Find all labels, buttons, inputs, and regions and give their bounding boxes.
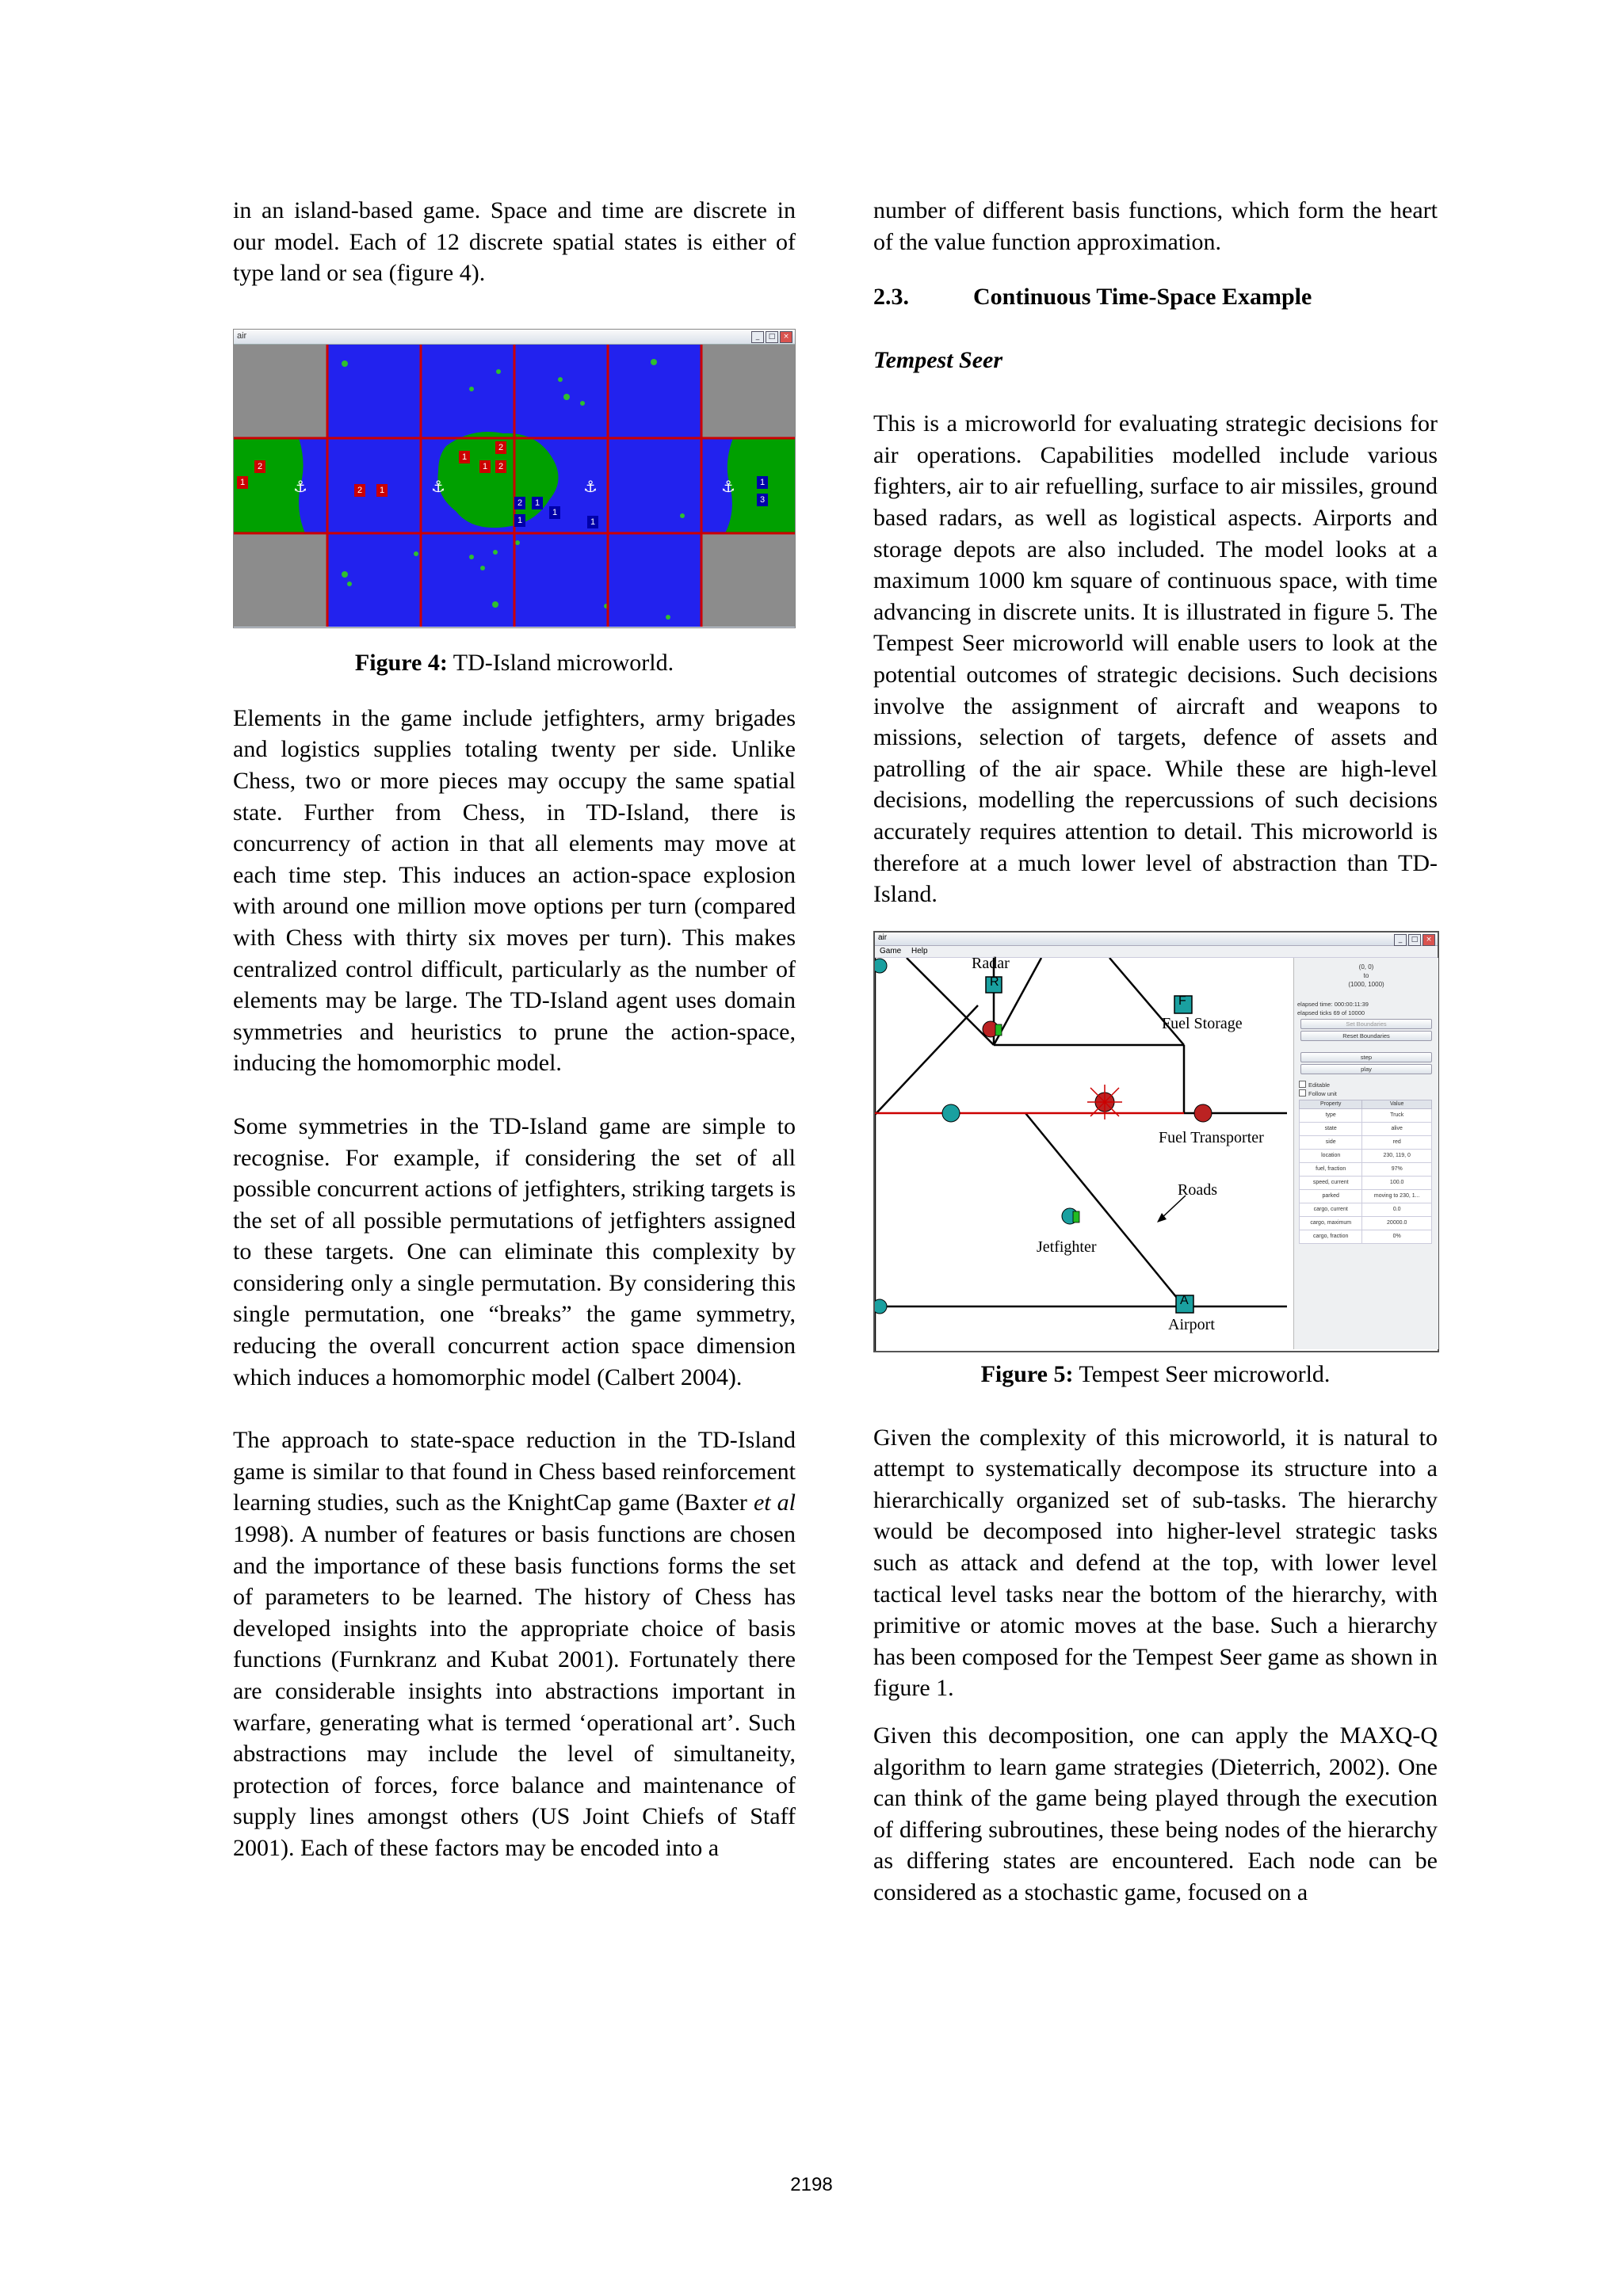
column-header-property: Property	[1300, 1100, 1362, 1108]
blue-unit: 3	[757, 494, 768, 506]
anchor-icon: ⚓	[721, 476, 735, 496]
value-cell: 0.0	[1362, 1203, 1432, 1216]
figure-5-map	[875, 954, 1287, 1351]
red-unit: 1	[459, 451, 470, 463]
table-row	[1300, 1149, 1432, 1162]
property-cell: state	[1300, 1122, 1362, 1135]
menu-help: Help	[911, 946, 928, 955]
figure-5-caption-label: Figure 5:	[980, 1360, 1074, 1387]
editable-checkbox-label: Editable	[1308, 1081, 1331, 1089]
red-unit: 2	[495, 460, 506, 473]
figure-5-tempest-seer-screenshot	[873, 931, 1439, 1352]
anchor-icon: ⚓	[431, 476, 445, 496]
table-row	[1300, 1122, 1432, 1135]
right-column	[873, 195, 1438, 1909]
figure-4-caption-label: Figure 4:	[354, 649, 448, 676]
minimize-icon: _	[1394, 934, 1407, 946]
table-row	[1300, 1108, 1432, 1122]
value-cell: 230, 119, 0	[1362, 1149, 1432, 1162]
red-unit: 2	[254, 460, 265, 473]
anchor-icon: ⚓	[583, 476, 598, 496]
left-paragraph-4-emphasis: et al	[753, 1489, 796, 1516]
right-paragraph-4: Given this decomposition, one can apply the MAXQ-Q algorithm to learn game strategies (Dieterrich, 2002). One can think of the game being played through the execution of differing subroutines, these being nodes of the hierarchy as differing states are encountered. Each node can be considered as a stochastic game, focused on a	[873, 1722, 1438, 1905]
value-cell: red	[1362, 1135, 1432, 1149]
section-number: 2.3.	[873, 284, 909, 311]
column-header-value: Value	[1362, 1100, 1432, 1108]
figure-5-caption	[873, 1359, 1438, 1390]
table-row	[1300, 1230, 1432, 1243]
panel-coord-min: (0, 0)	[1358, 963, 1374, 971]
jetfighter-label: Jetfighter	[1037, 1238, 1097, 1256]
blue-unit: 2	[514, 497, 525, 509]
figure-5-titlebar	[875, 933, 1438, 946]
set-boundaries-button: Set Boundaries	[1300, 1019, 1432, 1029]
figure-5-window-title: air	[878, 933, 888, 942]
unit-properties-table	[1299, 1100, 1432, 1244]
maximize-icon: □	[1408, 934, 1421, 946]
figure-5-control-panel	[1293, 958, 1438, 1349]
figure-5-caption-text: Tempest Seer microworld.	[1073, 1360, 1331, 1387]
table-row	[1300, 1176, 1432, 1189]
left-paragraph-4	[233, 1425, 796, 1863]
table-row	[1300, 1216, 1432, 1230]
figure-4-window-title: air	[237, 330, 247, 341]
property-cell: type	[1300, 1108, 1362, 1122]
table-row	[1300, 1162, 1432, 1176]
subsection-heading: Tempest Seer	[873, 347, 1003, 374]
step-button: step	[1300, 1052, 1432, 1062]
menu-game: Game	[880, 946, 902, 955]
left-paragraph-1: in an island-based game. Space and time are discrete in our model. Each of 12 discrete spatial states is either of type land or sea (figure 4).	[233, 197, 796, 287]
close-icon: ×	[780, 331, 792, 343]
radar-code: R	[990, 974, 999, 989]
left-paragraph-3: Some symmetries in the TD-Island game are simple to recognise. For example, if considering the set of all possible concurrent actions of jetfighters, striking targets is the set of all possible permutations of jetfighters assigned to these targets. One can eliminate this complexity by considering only a single permutation. By considering this single permutation, one “breaks” the game symmetry, reducing the overall concurrent action space dimension which induces a homomorphic model (Calbert 2004).	[233, 1112, 796, 1390]
blue-unit: 1	[549, 506, 560, 519]
property-cell: parked	[1300, 1189, 1362, 1203]
page-number: 2198	[790, 2174, 833, 2195]
table-row	[1300, 1135, 1432, 1149]
figure-4-caption-text: TD-Island microworld.	[447, 649, 674, 676]
maximize-icon: □	[766, 331, 778, 343]
close-icon: ×	[1423, 934, 1435, 946]
panel-elapsed-ticks: elapsed ticks 69 of 10000	[1297, 1009, 1365, 1016]
blue-unit: 1	[532, 497, 543, 509]
panel-coord-max: (1000, 1000)	[1348, 980, 1384, 988]
value-cell: 97%	[1362, 1162, 1432, 1176]
property-cell: cargo, fraction	[1300, 1230, 1362, 1243]
value-cell: 0%	[1362, 1230, 1432, 1243]
property-cell: cargo, current	[1300, 1203, 1362, 1216]
roads-label: Roads	[1178, 1180, 1217, 1199]
minimize-icon: _	[751, 331, 764, 343]
property-cell: side	[1300, 1135, 1362, 1149]
fuel-transporter-label: Fuel Transporter	[1159, 1128, 1264, 1146]
property-cell: fuel, fraction	[1300, 1162, 1362, 1176]
editable-checkbox	[1294, 1081, 1438, 1089]
red-unit: 2	[354, 484, 365, 497]
blue-unit: 1	[514, 514, 525, 527]
left-column	[233, 195, 796, 1864]
figure-4-td-island-screenshot	[233, 329, 796, 628]
table-row	[1300, 1189, 1432, 1203]
left-paragraph-4-part-a: The approach to state-space reduction in the TD-Island game is similar to that found in Chess based reinforcement learning studies, such as the KnightCap game (Baxter	[233, 1427, 796, 1516]
figure-4-caption	[233, 647, 796, 679]
property-cell: cargo, maximum	[1300, 1216, 1362, 1230]
red-unit: 1	[237, 476, 248, 489]
panel-elapsed-time: elapsed time: 000:00:11:39	[1297, 1000, 1369, 1008]
right-paragraph-1: number of different basis functions, which form the heart of the value function approximation.	[873, 197, 1438, 255]
right-paragraph-3: Given the complexity of this microworld, it is natural to attempt to systematically decompose its structure into a hierarchically organized set of sub-tasks. The hierarchy would be decomposed into higher-level strategic tasks such as attack and defend at the top, with lower level tactical level tasks near the bottom of the hierarchy, with primitive or atomic moves at the base. Such a hierarchy has been composed for the Tempest Seer game as shown in figure 1.	[873, 1424, 1438, 1702]
value-cell: moving to 230, 1...	[1362, 1189, 1432, 1203]
section-title: Continuous Time-Space Example	[973, 284, 1312, 311]
anchor-icon: ⚓	[293, 476, 307, 496]
reset-boundaries-button: Reset Boundaries	[1300, 1031, 1432, 1041]
panel-coord-to: to	[1363, 971, 1369, 979]
left-paragraph-2: Elements in the game include jetfighters, army brigades and logistics supplies totaling twenty per side. Unlike Chess, two or more pieces may occupy the same spatial state. Further from Chess, in TD-Island, there is concurrency of action in that all elements may move at each time step. This induces an action-space explosion with around one million move options per turn (compared with Chess with thirty six moves per turn). This makes centralized control difficult, particularly as the number of elements may be large. The TD-Island agent uses domain symmetries and heuristics to prune the action-space, inducing the homomorphic model.	[233, 704, 796, 1077]
figure-5-menu-bar	[875, 946, 1438, 958]
section-heading	[873, 281, 1438, 313]
property-cell: location	[1300, 1149, 1362, 1162]
airport-code: A	[1180, 1293, 1189, 1307]
figure-4-titlebar	[234, 330, 795, 345]
red-unit: 2	[495, 441, 506, 454]
follow-unit-checkbox	[1294, 1089, 1438, 1098]
value-cell: alive	[1362, 1122, 1432, 1135]
airport-label: Airport	[1168, 1315, 1215, 1333]
fuel-storage-label: Fuel Storage	[1162, 1014, 1243, 1032]
value-cell: 20000.0	[1362, 1216, 1432, 1230]
fuel-storage-code: F	[1178, 994, 1186, 1008]
blue-unit: 1	[757, 476, 768, 489]
left-paragraph-4-part-b: 1998). A number of features or basis functions are chosen and the importance of these basis functions forms the set of parameters to be learned. The history of Chess has developed insights into the appropriate choice of basis functions (Furnkranz and Kubat 2001). Fortunately there are considerable insights into abstractions important in warfare, generating what is termed ‘operational art’. Such abstractions may include the level of simultaneity, protection of forces, force balance and maintenance of supply lines amongst others (US Joint Chiefs of Staff 2001). Each of these factors may be encoded into a	[233, 1521, 796, 1861]
red-unit: 1	[376, 484, 388, 497]
follow-unit-checkbox-label: Follow unit	[1308, 1089, 1337, 1097]
play-button: play	[1300, 1064, 1432, 1074]
radar-label: Radar	[972, 954, 1010, 972]
value-cell: 100.0	[1362, 1176, 1432, 1189]
value-cell: Truck	[1362, 1108, 1432, 1122]
property-cell: speed, current	[1300, 1176, 1362, 1189]
table-row	[1300, 1203, 1432, 1216]
blue-unit: 1	[587, 516, 598, 528]
right-paragraph-2: This is a microworld for evaluating strategic decisions for air operations. Capabilities modelled include various fighters, air to air refuelling, surface to air missiles, ground based radars, as well as logistical aspects. Airports and storage depots are also included. The model looks at a maximum 1000 km square of continuous space, with time advancing in discrete units. It is illustrated in figure 5. The Tempest Seer microworld will enable users to look at the potential outcomes of strategic decisions. Such decisions involve the assignment of aircraft and weapons to missions, selection of targets, defence of assets and patrolling of the air space. While these are high-level decisions, modelling the repercussions of such decisions accurately requires attention to detail. This microworld is therefore at a much lower level of abstraction than TD-Island.	[873, 410, 1438, 908]
red-unit: 1	[479, 460, 491, 473]
